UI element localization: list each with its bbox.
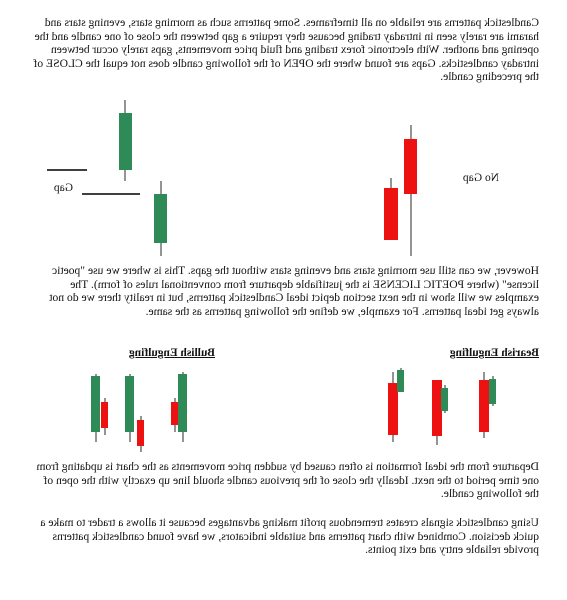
red-candle-body bbox=[388, 383, 398, 435]
red-candle-body bbox=[404, 139, 417, 194]
red-candle-body bbox=[384, 188, 398, 240]
green-candle-body bbox=[125, 376, 134, 432]
green-candle-body bbox=[441, 388, 448, 411]
green-candle-body bbox=[178, 374, 187, 432]
bullish-engulfing-candles bbox=[91, 372, 187, 452]
red-candle-body bbox=[137, 420, 144, 446]
red-candle-body bbox=[171, 402, 178, 425]
intro-paragraph: Candlestick patterns are reliable on all timeframes. Some patterns such as morning stars, evening stars and harami are rarely seen in intraday trading because they require a gap between the close of one candle and the opening and another. With electronic forex trading and fluid price movements, gaps rarely occur between intraday candlesticks. Gaps are found where the OPEN of the following candle does not equal the CLOSE of the preceding candle. bbox=[33, 16, 539, 84]
green-candle-body bbox=[397, 370, 404, 392]
gap-diagram bbox=[384, 125, 417, 256]
green-candle-body bbox=[489, 379, 496, 404]
poetic-license-paragraph: However, we can still use morning stars and evening stars without the gaps. This is where we use "poetic license" (where POETIC LICENSE is the justifiable departure from conventional rules of form). The examples we will show in the next section depict ideal Candlestick patterns, but in reality there we do not always get ideal patterns. For example, we define the following patterns as the same. bbox=[49, 264, 539, 318]
green-candle-body bbox=[119, 113, 132, 170]
gap-label: Gap bbox=[53, 182, 73, 194]
red-candle-body bbox=[101, 402, 108, 428]
red-candle-body bbox=[479, 380, 489, 432]
bearish-engulfing-title: Bearish Engulfing bbox=[449, 347, 539, 359]
bullish-engulfing-title: Bullish Engulfing bbox=[129, 347, 215, 359]
signals-paragraph: Using candlestick signals creates tremendous profit making advantages because it allows a trader to make a quick decision. Combined with chart patterns and suitable indicators, we have found candlestick patterns provide reliable entry and exit points. bbox=[40, 516, 539, 557]
departure-paragraph: Departure from the ideal formation is often caused by sudden price movements as the chart is updating from one time period to the next. Ideally the close of the previous candle should line up exactly with the open of the following candle. bbox=[36, 460, 539, 501]
no-gap-label: No Gap bbox=[462, 172, 499, 184]
red-candle-body bbox=[432, 380, 442, 436]
no-gap-diagram bbox=[47, 100, 167, 256]
green-candle-body bbox=[91, 376, 100, 432]
green-candle-body bbox=[154, 194, 167, 243]
bearish-engulfing-candles bbox=[388, 368, 496, 445]
